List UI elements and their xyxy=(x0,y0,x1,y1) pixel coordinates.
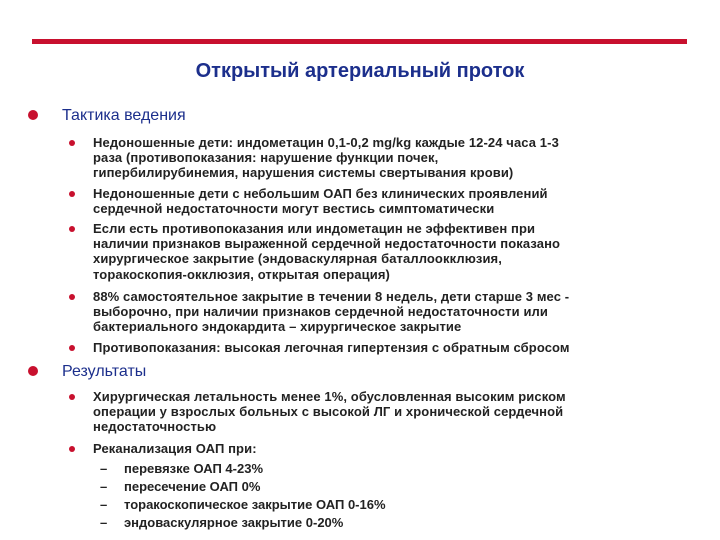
bullet-icon xyxy=(28,110,38,120)
list-item-text: Хирургическая летальность менее 1%, обусловленная высоким риском операции у взрослых больных с высокой ЛГ и хронической сердечной недостаточностью xyxy=(93,389,566,435)
bullet-icon xyxy=(69,140,75,146)
slide-title: Открытый артериальный проток xyxy=(195,60,525,82)
bullet-icon xyxy=(69,226,75,232)
dash-marker: – xyxy=(100,515,108,530)
bullet-icon xyxy=(69,191,75,197)
list-item-text: Противопоказания: высокая легочная гипертензия с обратным сбросом xyxy=(93,340,570,355)
sub-list-item-text: торакоскопическое закрытие ОАП 0-16% xyxy=(124,497,386,512)
list-item-text: Реканализация ОАП при: xyxy=(93,441,257,456)
bullet-icon xyxy=(28,366,38,376)
sub-list-item-text: эндоваскулярное закрытие 0-20% xyxy=(124,515,344,530)
section-label: Тактика ведения xyxy=(62,107,186,124)
bullet-icon xyxy=(69,446,75,452)
list-item-text: Недоношенные дети с небольшим ОАП без клинических проявлений сердечной недостаточности могут вестись симптоматически xyxy=(93,186,548,217)
sub-list-item-text: перевязке ОАП 4-23% xyxy=(124,461,264,476)
bullet-icon xyxy=(69,394,75,400)
dash-marker: – xyxy=(100,461,108,476)
bullet-icon xyxy=(69,294,75,300)
section-label: Результаты xyxy=(62,363,147,380)
dash-marker: – xyxy=(100,479,108,494)
bullet-icon xyxy=(69,345,75,351)
list-item-text: Недоношенные дети: индометацин 0,1-0,2 mg/kg каждые 12-24 часа 1-3 раза (противопоказания: нарушение функции почек, гипербилирубинемия, нарушения системы свертывания крови) xyxy=(93,135,559,181)
list-item-text: 88% самостоятельное закрытие в течении 8 недель, дети старше 3 мес - выборочно, при наличии признаков сердечной недостаточности или бактериального эндокардита – хирургическое закрытие xyxy=(93,289,570,335)
list-item-text: Если есть противопоказания или индометацин не эффективен при наличии признаков выраженной сердечной недостаточности показано хирургическое закрытие (эндоваскулярная баталлоокклюзия, торакоскопия-окклюзия, открытая операция) xyxy=(93,221,561,282)
top-divider-line xyxy=(32,39,687,44)
sub-list-item-text: пересечение ОАП 0% xyxy=(124,479,261,494)
dash-marker: – xyxy=(100,497,108,512)
